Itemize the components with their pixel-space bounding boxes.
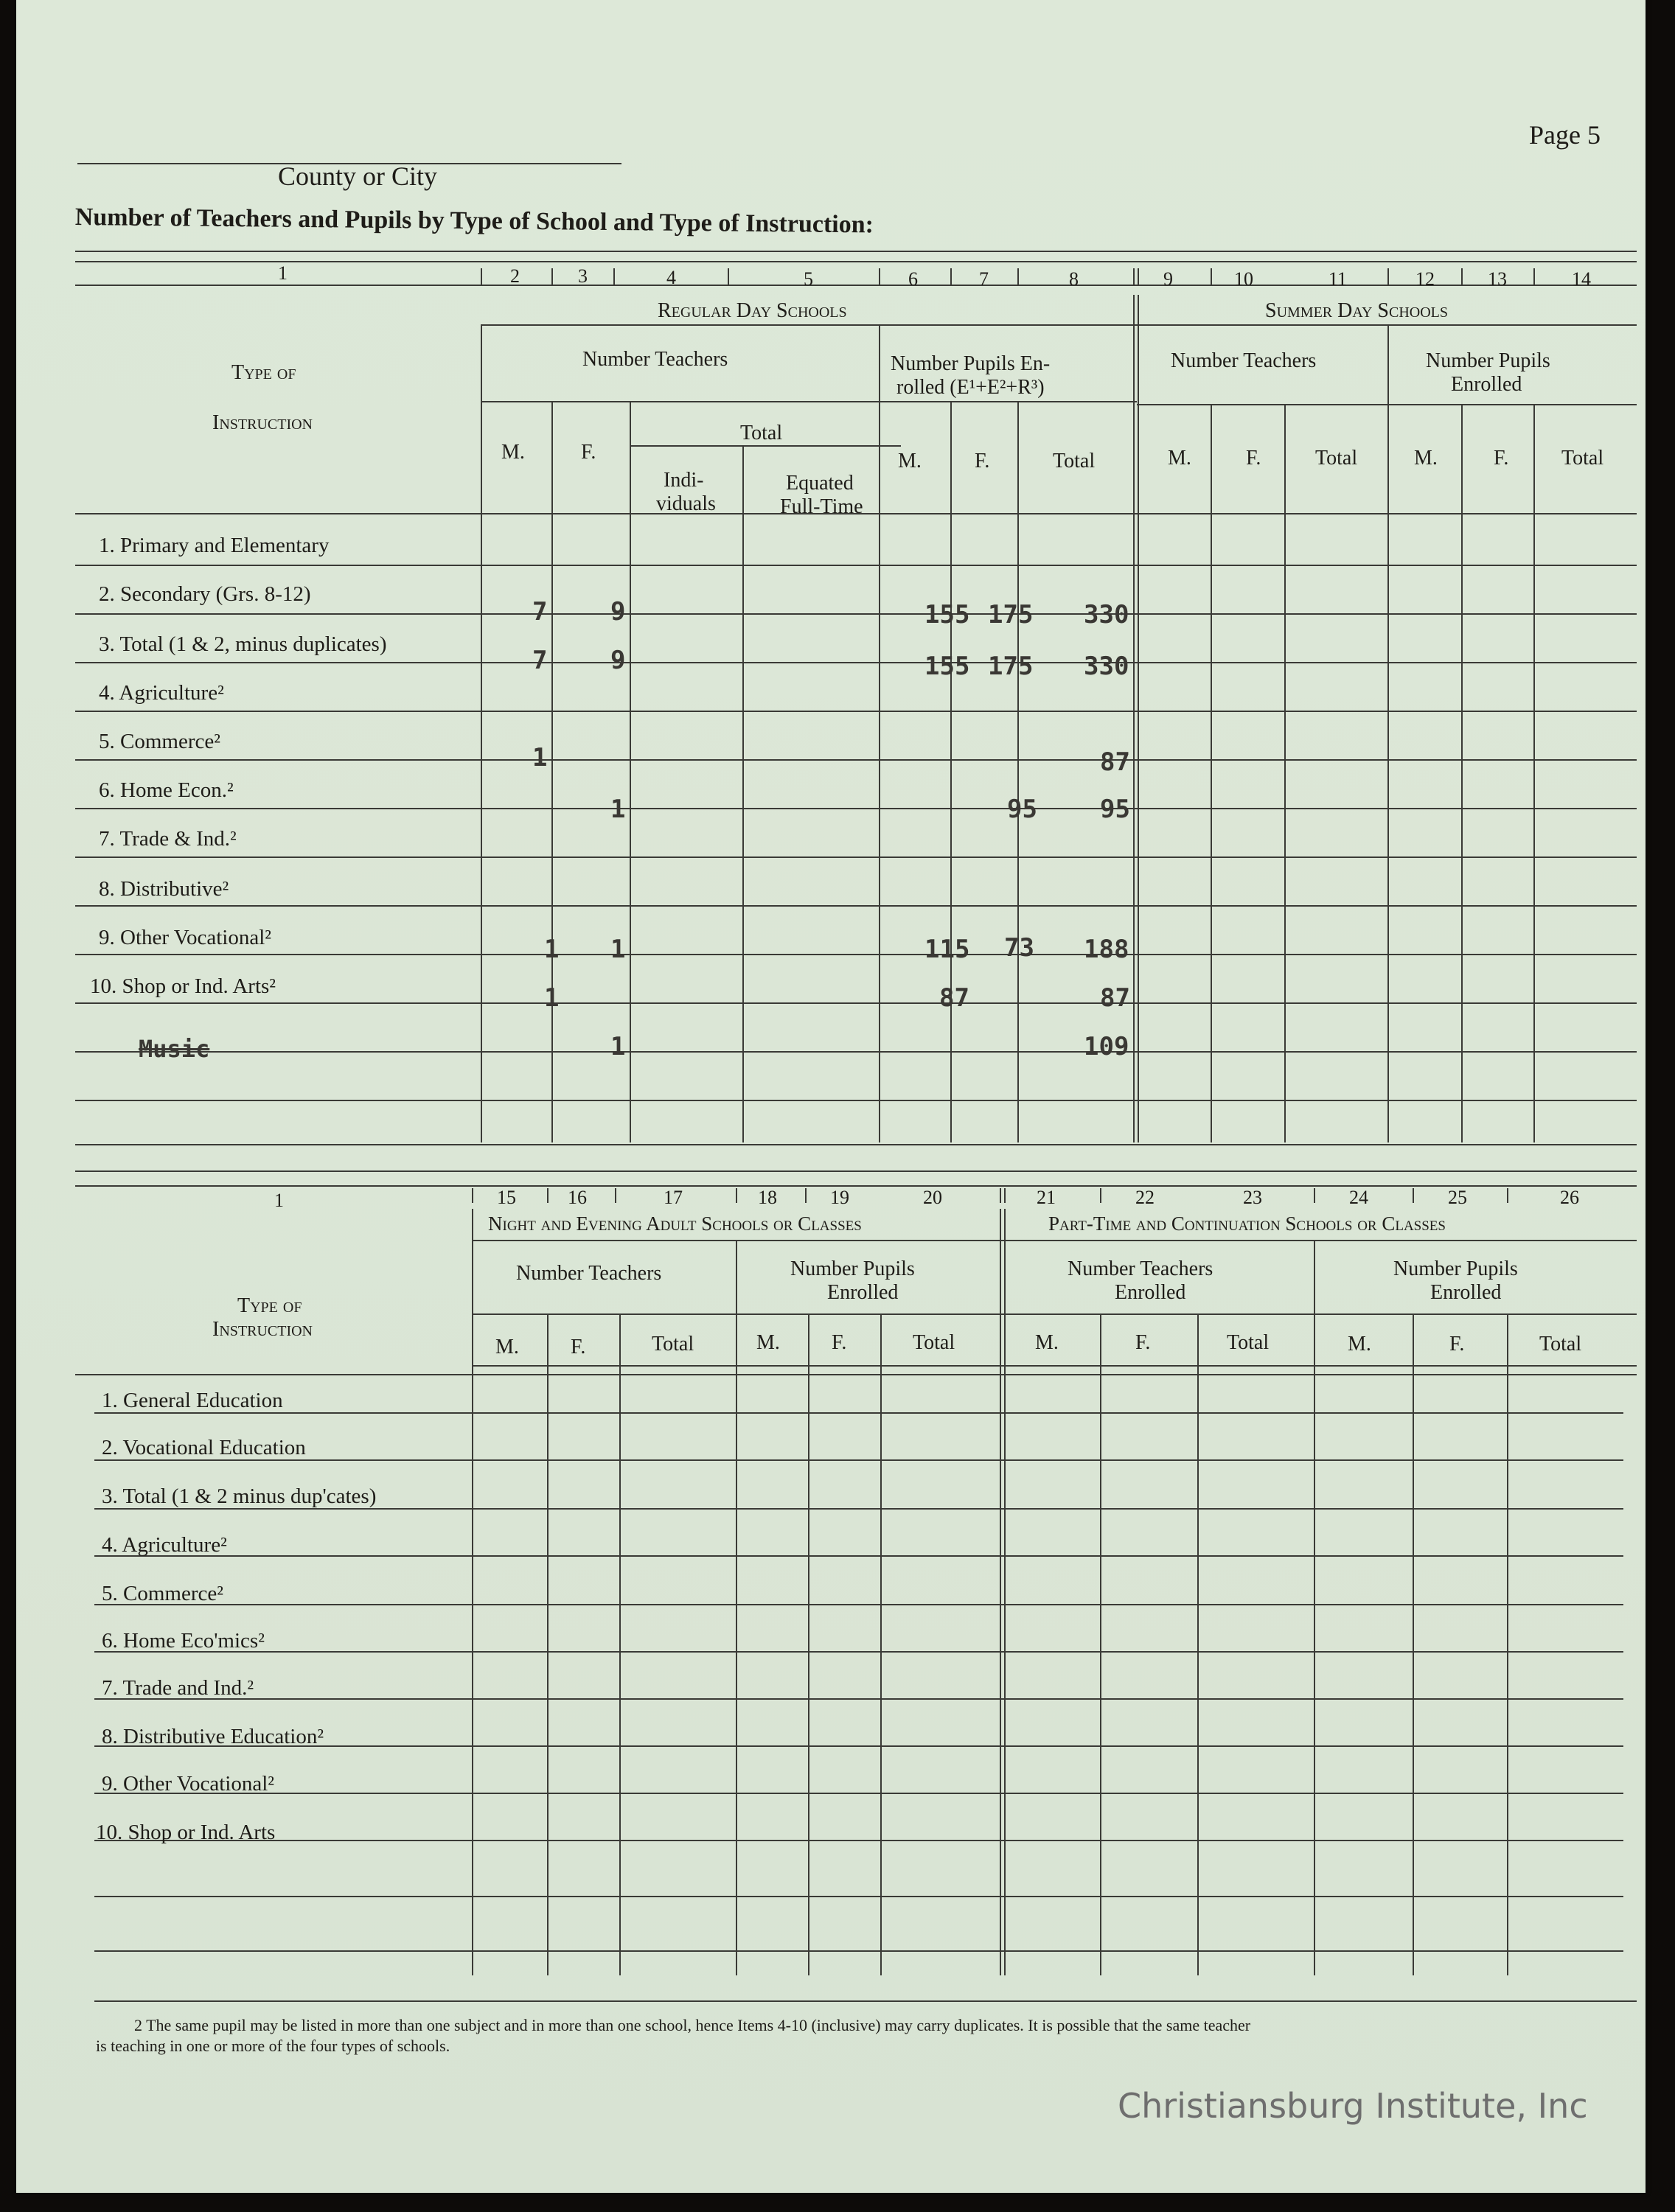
col-number: 25: [1448, 1187, 1467, 1208]
col-line: [736, 1240, 737, 1975]
col-number: 15: [497, 1187, 516, 1208]
row-line: [94, 1896, 1623, 1897]
equated-header: Equated: [786, 472, 854, 495]
col-line: [1461, 404, 1463, 1142]
row-label: 7. Trade and Ind.²: [102, 1676, 254, 1700]
col-line: [481, 324, 482, 1142]
document-page: [16, 0, 1646, 2193]
row-label: 2. Secondary (Grs. 8-12): [99, 582, 311, 606]
total-header: Total: [1315, 447, 1358, 470]
row-line: [75, 1100, 1637, 1101]
f-header: F.: [1246, 447, 1261, 470]
m-header: M.: [898, 450, 922, 472]
row-label: 7. Trade & Ind.²: [99, 827, 237, 851]
col-number: 7: [979, 268, 989, 290]
tick: [805, 1188, 807, 1203]
col-number: 13: [1488, 268, 1507, 290]
col-number: 20: [923, 1187, 942, 1208]
col-number: 14: [1572, 268, 1591, 290]
row-label: 6. Home Econ.²: [99, 778, 234, 802]
rule: [75, 1374, 1637, 1375]
col-line: [1314, 1240, 1315, 1975]
row-line: [94, 1651, 1623, 1653]
row-label: 4. Agriculture²: [99, 681, 224, 705]
tick: [1507, 1188, 1508, 1203]
total-header: Total: [1227, 1331, 1270, 1354]
f-header: F.: [1449, 1333, 1465, 1356]
row-line: [75, 1002, 1637, 1004]
row-line: [94, 1604, 1623, 1605]
page-number: Page 5: [1529, 120, 1601, 150]
tick: [481, 268, 482, 285]
cell-value: 175: [988, 652, 1034, 681]
row-label: 1. General Education: [102, 1389, 283, 1412]
row-label: 9. Other Vocational²: [102, 1772, 274, 1796]
total-header: Total: [913, 1331, 955, 1354]
tick: [950, 268, 952, 285]
m-header: M.: [501, 441, 525, 464]
tick: [613, 268, 615, 285]
page-title: Number of Teachers and Pupils by Type of School and Type of Instruction:: [74, 203, 874, 239]
cell-value: 175: [988, 600, 1034, 629]
rule: [75, 1185, 1637, 1187]
rule: [75, 285, 1637, 286]
tick: [1413, 1188, 1414, 1203]
f-header: F.: [975, 450, 990, 472]
pupils-enrolled-header-2: rolled (E¹+E²+R³): [896, 376, 1045, 399]
row-label: 10. Shop or Ind. Arts²: [90, 974, 276, 998]
row-label: 3. Total (1 & 2 minus dup'cates): [102, 1484, 377, 1508]
tick: [1100, 1188, 1101, 1203]
m-header: M.: [1168, 447, 1191, 470]
row-line: [75, 613, 1637, 615]
col-line: [1000, 1209, 1001, 1975]
type-of-label: Type of: [231, 361, 296, 384]
tick: [1004, 1188, 1006, 1203]
cell-value: 95: [1007, 795, 1037, 824]
col-line: [1211, 404, 1212, 1142]
tick: [547, 1188, 549, 1203]
row-line: [94, 1793, 1623, 1794]
total-header: Total: [740, 422, 783, 444]
col-line: [1533, 404, 1535, 1142]
rule: [472, 1240, 1637, 1241]
rule: [472, 1365, 1637, 1367]
cell-value: 87: [1100, 747, 1130, 777]
cell-value: 115: [924, 935, 970, 964]
col-number: 10: [1234, 268, 1253, 290]
col-number: 11: [1328, 268, 1348, 290]
rule: [75, 261, 1637, 262]
tick: [736, 1188, 737, 1203]
individuals-header: Indi-: [664, 469, 704, 492]
col-number: 26: [1560, 1187, 1579, 1208]
part-time-header: Part-Time and Continuation Schools or Classes: [1048, 1213, 1446, 1235]
row-line: [75, 954, 1637, 955]
row-line: [75, 1051, 1637, 1053]
row-line: [75, 1144, 1637, 1145]
total-header: Total: [1561, 447, 1604, 470]
col-number: 24: [1349, 1187, 1368, 1208]
cell-value: 9: [610, 597, 626, 627]
tick: [879, 268, 880, 285]
tick: [1461, 268, 1463, 285]
row-label: 2. Vocational Education: [102, 1436, 306, 1459]
pupils-enrolled-header: Number Pupils: [1393, 1257, 1518, 1280]
cell-value: 73: [1004, 933, 1034, 963]
m-header: M.: [1414, 447, 1438, 470]
pupils-enrolled-header: Number Pupils En-: [891, 352, 1051, 375]
col-number: 1: [278, 262, 288, 284]
summer-teachers-header: Number Teachers: [1171, 349, 1317, 372]
cell-value: 1: [610, 935, 626, 964]
f-header: F.: [1135, 1331, 1151, 1354]
pupils-enrolled-header-2: Enrolled: [1430, 1281, 1502, 1304]
row-label: 4. Agriculture²: [102, 1533, 227, 1557]
cell-value: 95: [1100, 795, 1130, 824]
col-number: 17: [664, 1187, 683, 1208]
row-label: 3. Total (1 & 2, minus duplicates): [99, 632, 387, 656]
col-number: 8: [1069, 268, 1079, 290]
regular-day-header: Regular Day Schools: [658, 299, 847, 322]
f-header: F.: [571, 1336, 586, 1358]
col-number: 9: [1163, 268, 1173, 290]
col-line: [1133, 295, 1135, 1142]
cell-value: 7: [532, 646, 548, 675]
col-number: 18: [758, 1187, 777, 1208]
col-number: 5: [804, 268, 813, 290]
col-number: 1: [274, 1190, 284, 1211]
row-line: [94, 1840, 1623, 1841]
m-header: M.: [495, 1336, 519, 1358]
row-line: [94, 1745, 1623, 1747]
equated-header-2: Full-Time: [780, 495, 863, 518]
col-number: 4: [666, 267, 676, 288]
tick: [1211, 268, 1212, 285]
summer-day-header: Summer Day Schools: [1265, 299, 1448, 322]
cell-value: 7: [532, 597, 548, 627]
pupils-enrolled-header: Number Pupils: [790, 1257, 915, 1280]
teachers-enrolled-header-2: Enrolled: [1115, 1281, 1186, 1304]
rule: [75, 1170, 1637, 1172]
col-number: 19: [830, 1187, 849, 1208]
tick: [472, 1188, 473, 1203]
cell-value: 1: [610, 1032, 626, 1061]
col-line: [1284, 404, 1286, 1142]
pupils-enrolled-header-2: Enrolled: [827, 1281, 899, 1304]
row-label: 6. Home Eco'mics²: [102, 1629, 265, 1653]
cell-value: 330: [1084, 652, 1129, 681]
row-line: [75, 856, 1637, 858]
number-teachers-header: Number Teachers: [582, 348, 728, 371]
footnote-continued: is teaching in one or more of the four types of schools.: [96, 2037, 450, 2055]
tick: [1533, 268, 1535, 285]
row-line: [75, 662, 1637, 663]
teachers-enrolled-header: Number Teachers: [1068, 1257, 1213, 1280]
col-line: [1387, 324, 1389, 1142]
rule: [630, 445, 901, 447]
row-label: 8. Distributive Education²: [102, 1725, 324, 1748]
tick: [615, 1188, 616, 1203]
cell-value: 87: [939, 983, 969, 1013]
row-line: [94, 1555, 1623, 1557]
row-line: [94, 1412, 1623, 1414]
number-teachers-header: Number Teachers: [516, 1262, 662, 1285]
rule: [94, 2000, 1637, 2002]
m-header: M.: [1035, 1331, 1059, 1354]
summer-pupils-header-2: Enrolled: [1451, 373, 1522, 396]
rule: [481, 401, 1137, 402]
col-number: 6: [908, 268, 918, 290]
col-line: [630, 401, 631, 1142]
row-label: 5. Commerce²: [102, 1582, 223, 1605]
row-line: [94, 1459, 1623, 1461]
row-line: [94, 1698, 1623, 1700]
col-line: [1004, 1209, 1006, 1975]
row-line: [75, 808, 1637, 809]
row-line: [75, 711, 1637, 712]
row-line: [75, 905, 1637, 907]
col-line: [1138, 295, 1139, 1142]
cell-value: 330: [1084, 600, 1129, 629]
cell-value: 188: [1084, 935, 1129, 964]
tick: [1017, 268, 1019, 285]
col-number: 12: [1415, 268, 1435, 290]
cell-value: 9: [610, 646, 626, 675]
m-header: M.: [756, 1331, 780, 1354]
row-line: [75, 759, 1637, 761]
row-line: [75, 565, 1637, 566]
night-adult-header: Night and Evening Adult Schools or Classes: [488, 1213, 862, 1235]
individuals-header-2: viduals: [656, 492, 716, 515]
col-number: 21: [1037, 1187, 1056, 1208]
summer-pupils-header: Number Pupils: [1426, 349, 1550, 372]
tick: [1138, 268, 1139, 285]
tick: [551, 268, 553, 285]
rule: [481, 324, 1637, 326]
instruction-label: Instruction: [212, 411, 313, 434]
type-of-label: Type of: [237, 1294, 302, 1317]
watermark: Christiansburg Institute, Inc: [1118, 2086, 1588, 2126]
cell-value: 1: [544, 935, 560, 964]
cell-value: 87: [1100, 983, 1130, 1013]
f-header: F.: [832, 1331, 847, 1354]
rule: [75, 251, 1637, 252]
col-number: 22: [1135, 1187, 1155, 1208]
col-number: 23: [1243, 1187, 1262, 1208]
row-label-typed: Music: [139, 1035, 210, 1063]
total-header: Total: [652, 1333, 694, 1356]
col-line: [742, 445, 744, 1142]
col-number: 16: [568, 1187, 587, 1208]
row-label: 1. Primary and Elementary: [99, 534, 330, 557]
col-line: [551, 401, 553, 1142]
tick: [1387, 268, 1389, 285]
cell-value: 155: [924, 600, 970, 629]
instruction-label: Instruction: [212, 1318, 313, 1341]
f-header: F.: [1494, 447, 1509, 470]
total-header: Total: [1539, 1333, 1582, 1356]
row-label: 5. Commerce²: [99, 730, 220, 753]
cell-value: 1: [610, 795, 626, 824]
row-label: 8. Distributive²: [99, 877, 229, 901]
cell-value: 1: [532, 743, 548, 772]
county-label: County or City: [278, 161, 438, 191]
tick: [1000, 1188, 1001, 1203]
m-header: M.: [1348, 1333, 1371, 1356]
footnote: 2 The same pupil may be listed in more than one subject and in more than one school, hence Items 4-10 (inclusive) may carry duplicates. It is possible that the same teacher: [134, 2016, 1251, 2034]
f-header: F.: [581, 441, 596, 464]
col-line: [950, 401, 952, 1142]
total-header: Total: [1053, 450, 1096, 472]
tick: [1314, 1188, 1315, 1203]
col-number: 3: [578, 265, 588, 287]
rule: [472, 1313, 1637, 1315]
tick: [1133, 268, 1135, 285]
col-number: 2: [510, 265, 520, 287]
row-label: 10. Shop or Ind. Arts: [96, 1821, 276, 1844]
col-line: [879, 324, 880, 1142]
col-line: [472, 1209, 473, 1975]
cell-value: 109: [1084, 1032, 1129, 1061]
cell-value: 1: [544, 983, 560, 1013]
col-line: [1017, 401, 1019, 1142]
tick: [728, 268, 729, 285]
row-label: 9. Other Vocational²: [99, 926, 271, 949]
row-line: [94, 1950, 1623, 1952]
cell-value: 155: [924, 652, 970, 681]
